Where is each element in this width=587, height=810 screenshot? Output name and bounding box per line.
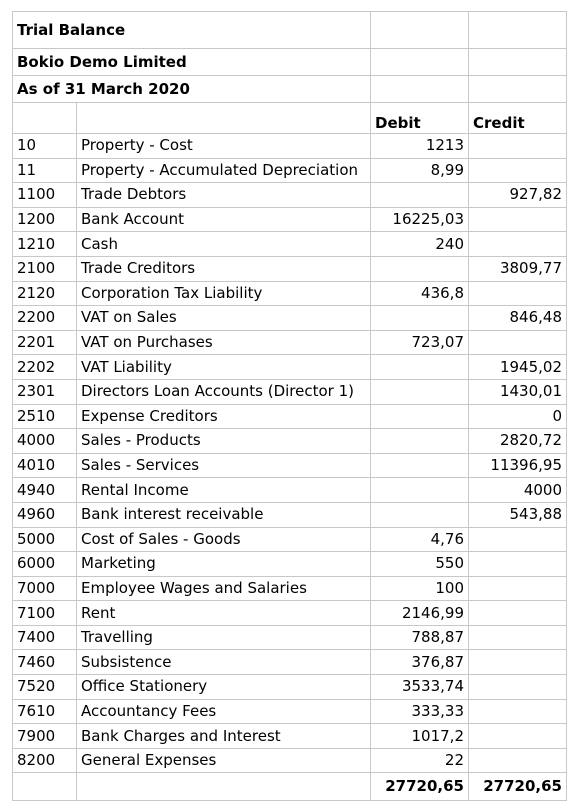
debit-cell [371, 306, 469, 331]
account-code-cell: 4000 [13, 429, 77, 454]
credit-cell: 3809,77 [469, 256, 567, 281]
trial-balance-sheet [12, 11, 567, 801]
account-name-cell: General Expenses [77, 748, 371, 773]
account-name-cell: Cash [77, 232, 371, 257]
credit-cell [469, 158, 567, 183]
table-row [13, 675, 567, 700]
account-name-cell: Cost of Sales - Goods [77, 527, 371, 552]
empty-cell [13, 103, 77, 134]
table-row [13, 134, 567, 159]
account-name-cell: Property - Cost [77, 134, 371, 159]
table-row [13, 601, 567, 626]
account-name-cell: Bank Account [77, 207, 371, 232]
debit-cell [371, 502, 469, 527]
debit-cell: 1017,2 [371, 724, 469, 749]
account-name-cell: Rent [77, 601, 371, 626]
account-name-cell: Trade Debtors [77, 183, 371, 208]
debit-cell [371, 404, 469, 429]
credit-cell [469, 748, 567, 773]
table-row [13, 183, 567, 208]
account-name-cell: Marketing [77, 552, 371, 577]
credit-cell [469, 232, 567, 257]
table-row [13, 281, 567, 306]
credit-cell [469, 281, 567, 306]
account-code-cell: 4010 [13, 453, 77, 478]
account-name-cell: Bank interest receivable [77, 502, 371, 527]
empty-cell [77, 103, 371, 134]
credit-cell: 1945,02 [469, 355, 567, 380]
account-code-cell: 7000 [13, 576, 77, 601]
table-row [13, 527, 567, 552]
empty-cell [469, 49, 567, 76]
account-code-cell: 2201 [13, 330, 77, 355]
totals-row [13, 773, 567, 801]
debit-cell: 788,87 [371, 625, 469, 650]
debit-cell: 100 [371, 576, 469, 601]
credit-cell [469, 552, 567, 577]
debit-cell: 3533,74 [371, 675, 469, 700]
account-code-cell: 4940 [13, 478, 77, 503]
debit-cell: 2146,99 [371, 601, 469, 626]
credit-cell: 543,88 [469, 502, 567, 527]
report-title: Trial Balance [13, 12, 371, 49]
debit-cell: 4,76 [371, 527, 469, 552]
company-row [13, 49, 567, 76]
account-name-cell: Expense Creditors [77, 404, 371, 429]
debit-cell: 240 [371, 232, 469, 257]
debit-cell [371, 379, 469, 404]
credit-cell [469, 625, 567, 650]
account-code-cell: 4960 [13, 502, 77, 527]
account-name-cell: Office Stationery [77, 675, 371, 700]
account-code-cell: 2202 [13, 355, 77, 380]
account-name-cell: Rental Income [77, 478, 371, 503]
credit-cell [469, 675, 567, 700]
company-name: Bokio Demo Limited [13, 49, 371, 76]
empty-cell [13, 773, 77, 801]
credit-cell [469, 576, 567, 601]
account-name-cell: Directors Loan Accounts (Director 1) [77, 379, 371, 404]
credit-cell [469, 699, 567, 724]
debit-cell [371, 256, 469, 281]
account-name-cell: Trade Creditors [77, 256, 371, 281]
table-row [13, 429, 567, 454]
account-code-cell: 7100 [13, 601, 77, 626]
credit-cell [469, 207, 567, 232]
account-name-cell: Employee Wages and Salaries [77, 576, 371, 601]
empty-cell [77, 773, 371, 801]
credit-cell [469, 527, 567, 552]
account-code-cell: 6000 [13, 552, 77, 577]
table-row [13, 355, 567, 380]
credit-cell [469, 650, 567, 675]
account-code-cell: 7400 [13, 625, 77, 650]
credit-cell: 4000 [469, 478, 567, 503]
empty-cell [469, 12, 567, 49]
table-row [13, 232, 567, 257]
debit-cell: 1213 [371, 134, 469, 159]
table-row [13, 207, 567, 232]
table-row [13, 306, 567, 331]
title-row [13, 12, 567, 49]
credit-cell [469, 134, 567, 159]
debit-cell [371, 478, 469, 503]
account-code-cell: 7460 [13, 650, 77, 675]
table-row [13, 158, 567, 183]
table-row [13, 576, 567, 601]
account-code-cell: 1100 [13, 183, 77, 208]
debit-cell [371, 429, 469, 454]
debit-cell [371, 355, 469, 380]
account-name-cell: Accountancy Fees [77, 699, 371, 724]
empty-cell [371, 12, 469, 49]
account-code-cell: 2200 [13, 306, 77, 331]
table-row [13, 478, 567, 503]
account-code-cell: 7520 [13, 675, 77, 700]
account-name-cell: VAT on Sales [77, 306, 371, 331]
account-code-cell: 10 [13, 134, 77, 159]
debit-cell [371, 183, 469, 208]
table-row [13, 625, 567, 650]
account-code-cell: 5000 [13, 527, 77, 552]
table-row [13, 699, 567, 724]
credit-header: Credit [469, 103, 567, 134]
table-row [13, 724, 567, 749]
table-row [13, 404, 567, 429]
account-code-cell: 8200 [13, 748, 77, 773]
account-code-cell: 11 [13, 158, 77, 183]
period-row [13, 76, 567, 103]
debit-total: 27720,65 [371, 773, 469, 801]
account-code-cell: 2510 [13, 404, 77, 429]
account-name-cell: Sales - Services [77, 453, 371, 478]
account-code-cell: 7900 [13, 724, 77, 749]
credit-cell: 2820,72 [469, 429, 567, 454]
debit-cell: 22 [371, 748, 469, 773]
debit-cell [371, 453, 469, 478]
table-row [13, 748, 567, 773]
credit-cell: 846,48 [469, 306, 567, 331]
debit-cell: 436,8 [371, 281, 469, 306]
column-header-row [13, 103, 567, 134]
credit-total: 27720,65 [469, 773, 567, 801]
table-row [13, 650, 567, 675]
table-row [13, 256, 567, 281]
account-code-cell: 2100 [13, 256, 77, 281]
table-row [13, 502, 567, 527]
debit-cell: 8,99 [371, 158, 469, 183]
account-name-cell: Sales - Products [77, 429, 371, 454]
debit-cell: 333,33 [371, 699, 469, 724]
debit-header: Debit [371, 103, 469, 134]
table-row [13, 453, 567, 478]
credit-cell: 11396,95 [469, 453, 567, 478]
account-name-cell: VAT Liability [77, 355, 371, 380]
credit-cell: 1430,01 [469, 379, 567, 404]
debit-cell: 723,07 [371, 330, 469, 355]
empty-cell [469, 76, 567, 103]
account-name-cell: Property - Accumulated Depreciation [77, 158, 371, 183]
empty-cell [371, 76, 469, 103]
credit-cell: 927,82 [469, 183, 567, 208]
table-row [13, 552, 567, 577]
table-row [13, 379, 567, 404]
account-name-cell: Bank Charges and Interest [77, 724, 371, 749]
debit-cell: 550 [371, 552, 469, 577]
account-code-cell: 2120 [13, 281, 77, 306]
debit-cell: 376,87 [371, 650, 469, 675]
account-name-cell: VAT on Purchases [77, 330, 371, 355]
account-name-cell: Corporation Tax Liability [77, 281, 371, 306]
account-code-cell: 7610 [13, 699, 77, 724]
table-row [13, 330, 567, 355]
account-name-cell: Travelling [77, 625, 371, 650]
credit-cell [469, 601, 567, 626]
empty-cell [371, 49, 469, 76]
credit-cell [469, 330, 567, 355]
account-code-cell: 2301 [13, 379, 77, 404]
report-period: As of 31 March 2020 [13, 76, 371, 103]
account-code-cell: 1210 [13, 232, 77, 257]
account-name-cell: Subsistence [77, 650, 371, 675]
account-code-cell: 1200 [13, 207, 77, 232]
credit-cell: 0 [469, 404, 567, 429]
credit-cell [469, 724, 567, 749]
debit-cell: 16225,03 [371, 207, 469, 232]
